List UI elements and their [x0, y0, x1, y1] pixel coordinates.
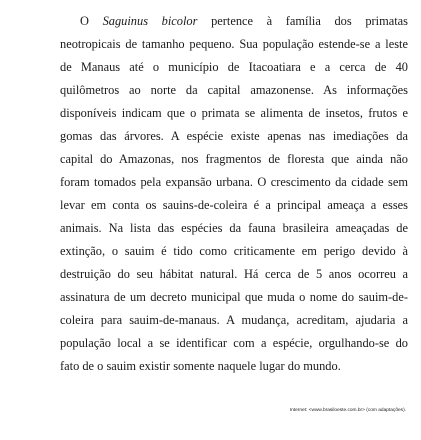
- paragraph-line: assinatura de um decreto municipal que muda o nome do sauim-de-: [60, 290, 408, 304]
- paragraph-line: disponíveis indicam que o primata se alimenta de insetos, frutos e: [60, 106, 408, 120]
- paragraph-line: animais. Na lista das espécies da fauna brasileira ameaçadas de: [60, 221, 408, 235]
- paragraph-line: extinção, o sauim é tido como criticamente em perigo devido à: [60, 244, 408, 258]
- paragraph-line: destruição do seu hábitat natural. Há cerca de 5 anos ocorreu a: [60, 267, 408, 281]
- paragraph-line: quilômetros ao norte da capital amazonense. As informações: [60, 83, 408, 97]
- paragraph-line: de Manaus até o município de Itacoatiara e a cerca de 40: [60, 60, 408, 74]
- scientific-name: Saguinus bicolor: [102, 14, 198, 28]
- paragraph-line: população local a se identificar com a espécie, orgulhando-se do: [60, 336, 408, 350]
- paragraph-line: levar em conta os sauins-de-coleira é a principal ameaça a esses: [60, 198, 408, 212]
- paragraph-line: O Saguinus bicolor pertence à família dos primatas: [80, 14, 408, 28]
- paragraph-line: fato de o sauim existir somente naquele lugar do mundo.: [60, 359, 341, 373]
- source-citation: Internet: <www.brasiloeste.com.br> (com adaptações).: [289, 408, 406, 413]
- paragraph-line: foram tomados pela expansão urbana. O crescimento da cidade sem: [60, 175, 408, 189]
- paragraph-line: gomas das árvores. A espécie existe apenas nas imediações da: [60, 129, 408, 143]
- paragraph-line: capital do Amazonas, nos fragmentos de floresta que ainda não: [60, 152, 408, 166]
- paragraph-line: neotropicais de tamanho pequeno. Sua população estende-se a leste: [60, 37, 408, 51]
- paragraph-line: coleira para sauim-de-manaus. A mudança, acreditam, ajudaria a: [60, 313, 408, 327]
